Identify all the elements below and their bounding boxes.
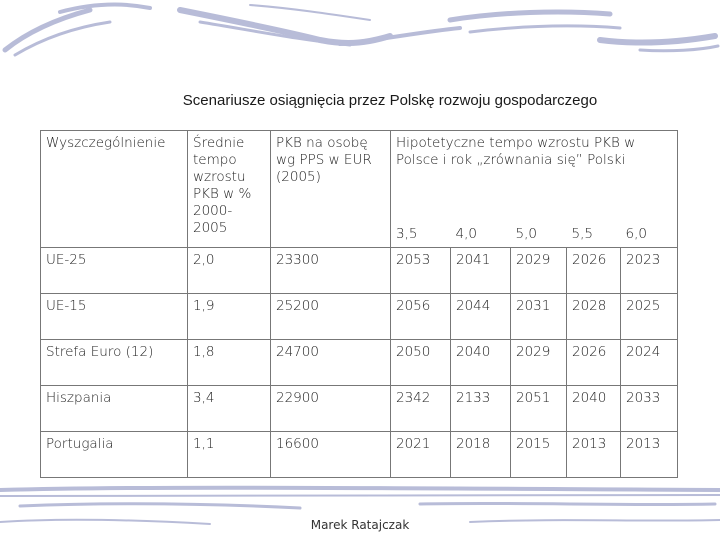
row-year: 2033 — [621, 386, 678, 432]
row-year: 2044 — [451, 294, 511, 340]
row-year: 2342 — [391, 386, 451, 432]
row-name: Portugalia — [41, 432, 188, 478]
rate-cell: 5,5 — [567, 209, 621, 248]
row-name: Hiszpania — [41, 386, 188, 432]
row-growth: 2,0 — [188, 248, 271, 294]
header-gdp-per-capita: PKB na osobę wg PPS w EUR (2005) — [271, 131, 391, 248]
table-row — [41, 432, 678, 478]
rate-cell: 6,0 — [621, 209, 678, 248]
row-growth: 1,9 — [188, 294, 271, 340]
rate-cell: 5,0 — [511, 209, 567, 248]
rate-cell: 3,5 — [391, 209, 451, 248]
row-name: UE-15 — [41, 294, 188, 340]
row-year: 2029 — [511, 340, 567, 386]
row-name: Strefa Euro (12) — [41, 340, 188, 386]
row-year: 2026 — [567, 248, 621, 294]
row-year: 2026 — [567, 340, 621, 386]
row-year: 2013 — [621, 432, 678, 478]
row-year: 2041 — [451, 248, 511, 294]
slide-title: Scenariusze osiągnięcia przez Polskę rozwoju gospodarczego — [182, 92, 598, 109]
row-year: 2040 — [451, 340, 511, 386]
row-gdp: 25200 — [271, 294, 391, 340]
row-year: 2023 — [621, 248, 678, 294]
header-row — [41, 131, 678, 210]
row-growth: 3,4 — [188, 386, 271, 432]
row-year: 2056 — [391, 294, 451, 340]
row-name: UE-25 — [41, 248, 188, 294]
row-year: 2050 — [391, 340, 451, 386]
row-growth: 1,8 — [188, 340, 271, 386]
row-year: 2028 — [567, 294, 621, 340]
row-year: 2018 — [451, 432, 511, 478]
row-gdp: 24700 — [271, 340, 391, 386]
row-gdp: 16600 — [271, 432, 391, 478]
row-year: 2133 — [451, 386, 511, 432]
header-hypothetical-growth: Hipotetyczne tempo wzrostu PKB w Polsce i rok „zrównania się” Polski — [391, 131, 678, 210]
row-year: 2029 — [511, 248, 567, 294]
row-year: 2024 — [621, 340, 678, 386]
row-year: 2051 — [511, 386, 567, 432]
table-row — [41, 340, 678, 386]
row-year: 2013 — [567, 432, 621, 478]
row-year: 2053 — [391, 248, 451, 294]
author-footer: Marek Ratajczak — [310, 518, 410, 532]
row-growth: 1,1 — [188, 432, 271, 478]
header-item: Wyszczególnienie — [41, 131, 188, 248]
row-year: 2031 — [511, 294, 567, 340]
row-gdp: 22900 — [271, 386, 391, 432]
table-row — [41, 248, 678, 294]
header-avg-growth: Średnie tempo wzrostu PKB w % 2000-2005 — [188, 131, 271, 248]
scenario-table — [40, 130, 678, 478]
table-row — [41, 386, 678, 432]
row-gdp: 23300 — [271, 248, 391, 294]
row-year: 2025 — [621, 294, 678, 340]
top-wave-decoration — [0, 0, 720, 60]
row-year: 2040 — [567, 386, 621, 432]
row-year: 2021 — [391, 432, 451, 478]
row-year: 2015 — [511, 432, 567, 478]
table-row — [41, 294, 678, 340]
rate-cell: 4,0 — [451, 209, 511, 248]
